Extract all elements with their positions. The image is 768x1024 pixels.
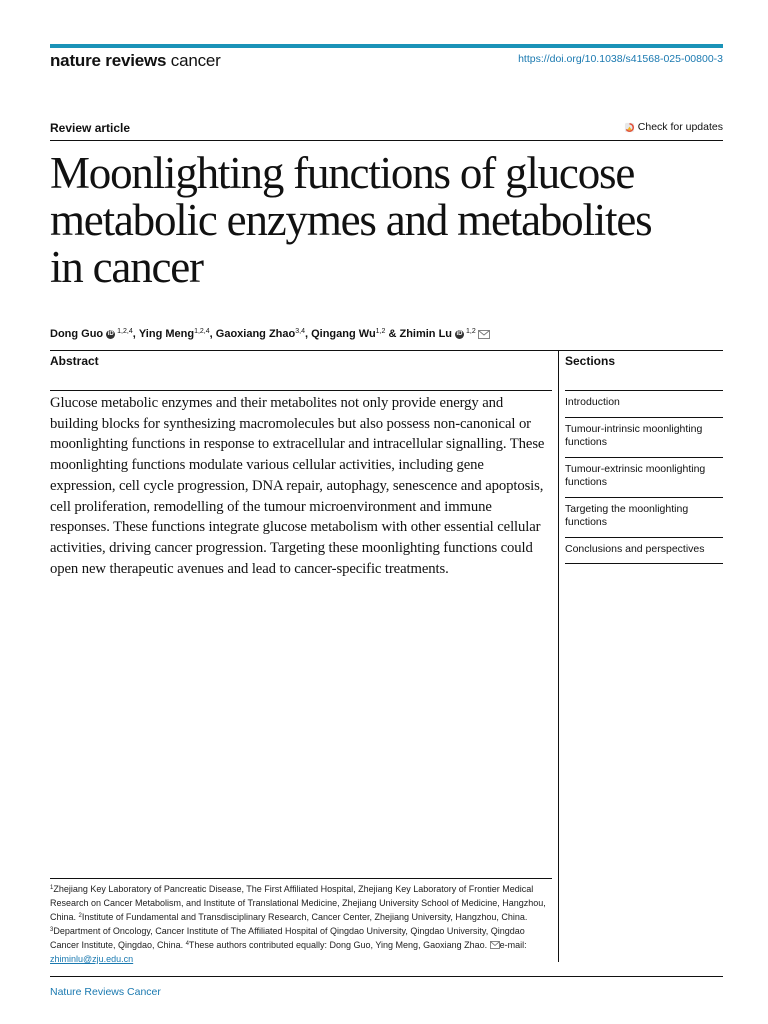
check-updates-icon — [624, 122, 635, 133]
author-separator: , — [209, 328, 216, 340]
journal-logo: nature reviews cancer — [50, 51, 221, 70]
orcid-icon[interactable]: iD — [107, 330, 114, 337]
check-updates-label: Check for updates — [637, 121, 723, 133]
email-link[interactable]: zhiminlu@zju.edu.cn — [50, 954, 134, 964]
author-list — [50, 328, 490, 340]
header-rule — [50, 140, 723, 141]
sections-heading: Sections — [565, 354, 616, 368]
orcid-icon[interactable]: iD — [456, 330, 463, 337]
authors-rule — [50, 350, 723, 351]
email-icon — [490, 941, 500, 949]
author-name[interactable]: Ying Meng — [138, 328, 195, 340]
section-link-tumour-intrinsic[interactable]: Tumour-intrinsic moonlighting functions — [565, 417, 723, 457]
affiliations: $^1$Zhejiang Key Laboratory of Pancreatic Disease, The First Affiliated Hospital, Zhejiang Key Laboratory of Frontier Medical Research on Cancer Metabolism, and Institute of Translational Medicine, Zhejiang University School of Medicine, Hangzhou, China. $^2$Institute of Fundamental and Transdisciplinary Research, Cancer Center, Zhejiang University, Hangzhou, China. $^3$Department of Oncology, Cancer Institute of The Affiliated Hospital of Qingdao University, Qingdao University, Qingdao Cancer Institute, Qingdao, China. $^4$These authors contributed equally: Dong Guo, Ying Meng, Gaoxiang Zhao. e-mail: zhiminlu@zju.edu.cn — [50, 884, 546, 964]
abstract-text: Glucose metabolic enzymes and their metabolites not only provide energy and building blocks for synthesizing macromolecules but also possess non-canonical or moonlighting functions in response to extracellular and intracellular signalling. These moonlighting functions modulate various cellular activities, including gene expression, cell cycle progression, DNA repair, autophagy, senescence and apoptosis, cell proliferation, remodelling of the tumour microenvironment and immune responses. These functions integrate glucose metabolism with other essential cellular activities, driving cancer progression. Targeting these moonlighting functions could open new therapeutic avenues and lead to cancer-specific treatments. — [50, 395, 545, 577]
author-separator: , — [304, 328, 312, 340]
author-affiliation: 1,2 — [466, 327, 476, 335]
author-name[interactable]: Dong Guo — [50, 328, 104, 340]
corresponding-author-mail-icon[interactable] — [478, 330, 490, 339]
footer-rule — [50, 976, 723, 977]
author-affiliation: 1,2,4 — [194, 327, 210, 335]
column-divider — [558, 351, 559, 962]
author-name[interactable]: Gaoxiang Zhao — [215, 328, 296, 340]
author-affiliation: 1,2 — [375, 327, 386, 335]
affiliations-rule — [50, 878, 552, 879]
author-name[interactable]: Qingang Wu — [311, 328, 376, 340]
section-link-targeting[interactable]: Targeting the moonlighting functions — [565, 497, 723, 537]
article-title: Moonlighting functions of glucose metabolic enzymes and metabolites in cancer — [50, 148, 652, 292]
abstract-heading: Abstract — [50, 354, 99, 368]
author-affiliation: 1,2,4 — [117, 327, 133, 335]
section-link-introduction[interactable]: Introduction — [565, 390, 723, 417]
section-link-tumour-extrinsic[interactable]: Tumour-extrinsic moonlighting functions — [565, 457, 723, 497]
author-separator: & — [385, 328, 400, 340]
journal-top-bar — [50, 44, 723, 48]
author-separator: , — [132, 328, 139, 340]
doi-link[interactable]: https://doi.org/10.1038/s41568-025-00800-3 — [518, 53, 723, 65]
section-link-conclusions[interactable]: Conclusions and perspectives — [565, 537, 723, 565]
sections-list — [565, 390, 723, 564]
author-name[interactable]: Zhimin Lu — [399, 328, 453, 340]
author-affiliation: 3,4 — [295, 327, 305, 335]
footer-journal[interactable]: Nature Reviews Cancer — [50, 986, 161, 998]
article-type: Review article — [50, 121, 131, 135]
check-updates-button[interactable] — [624, 121, 723, 133]
abstract-rule — [50, 390, 552, 391]
